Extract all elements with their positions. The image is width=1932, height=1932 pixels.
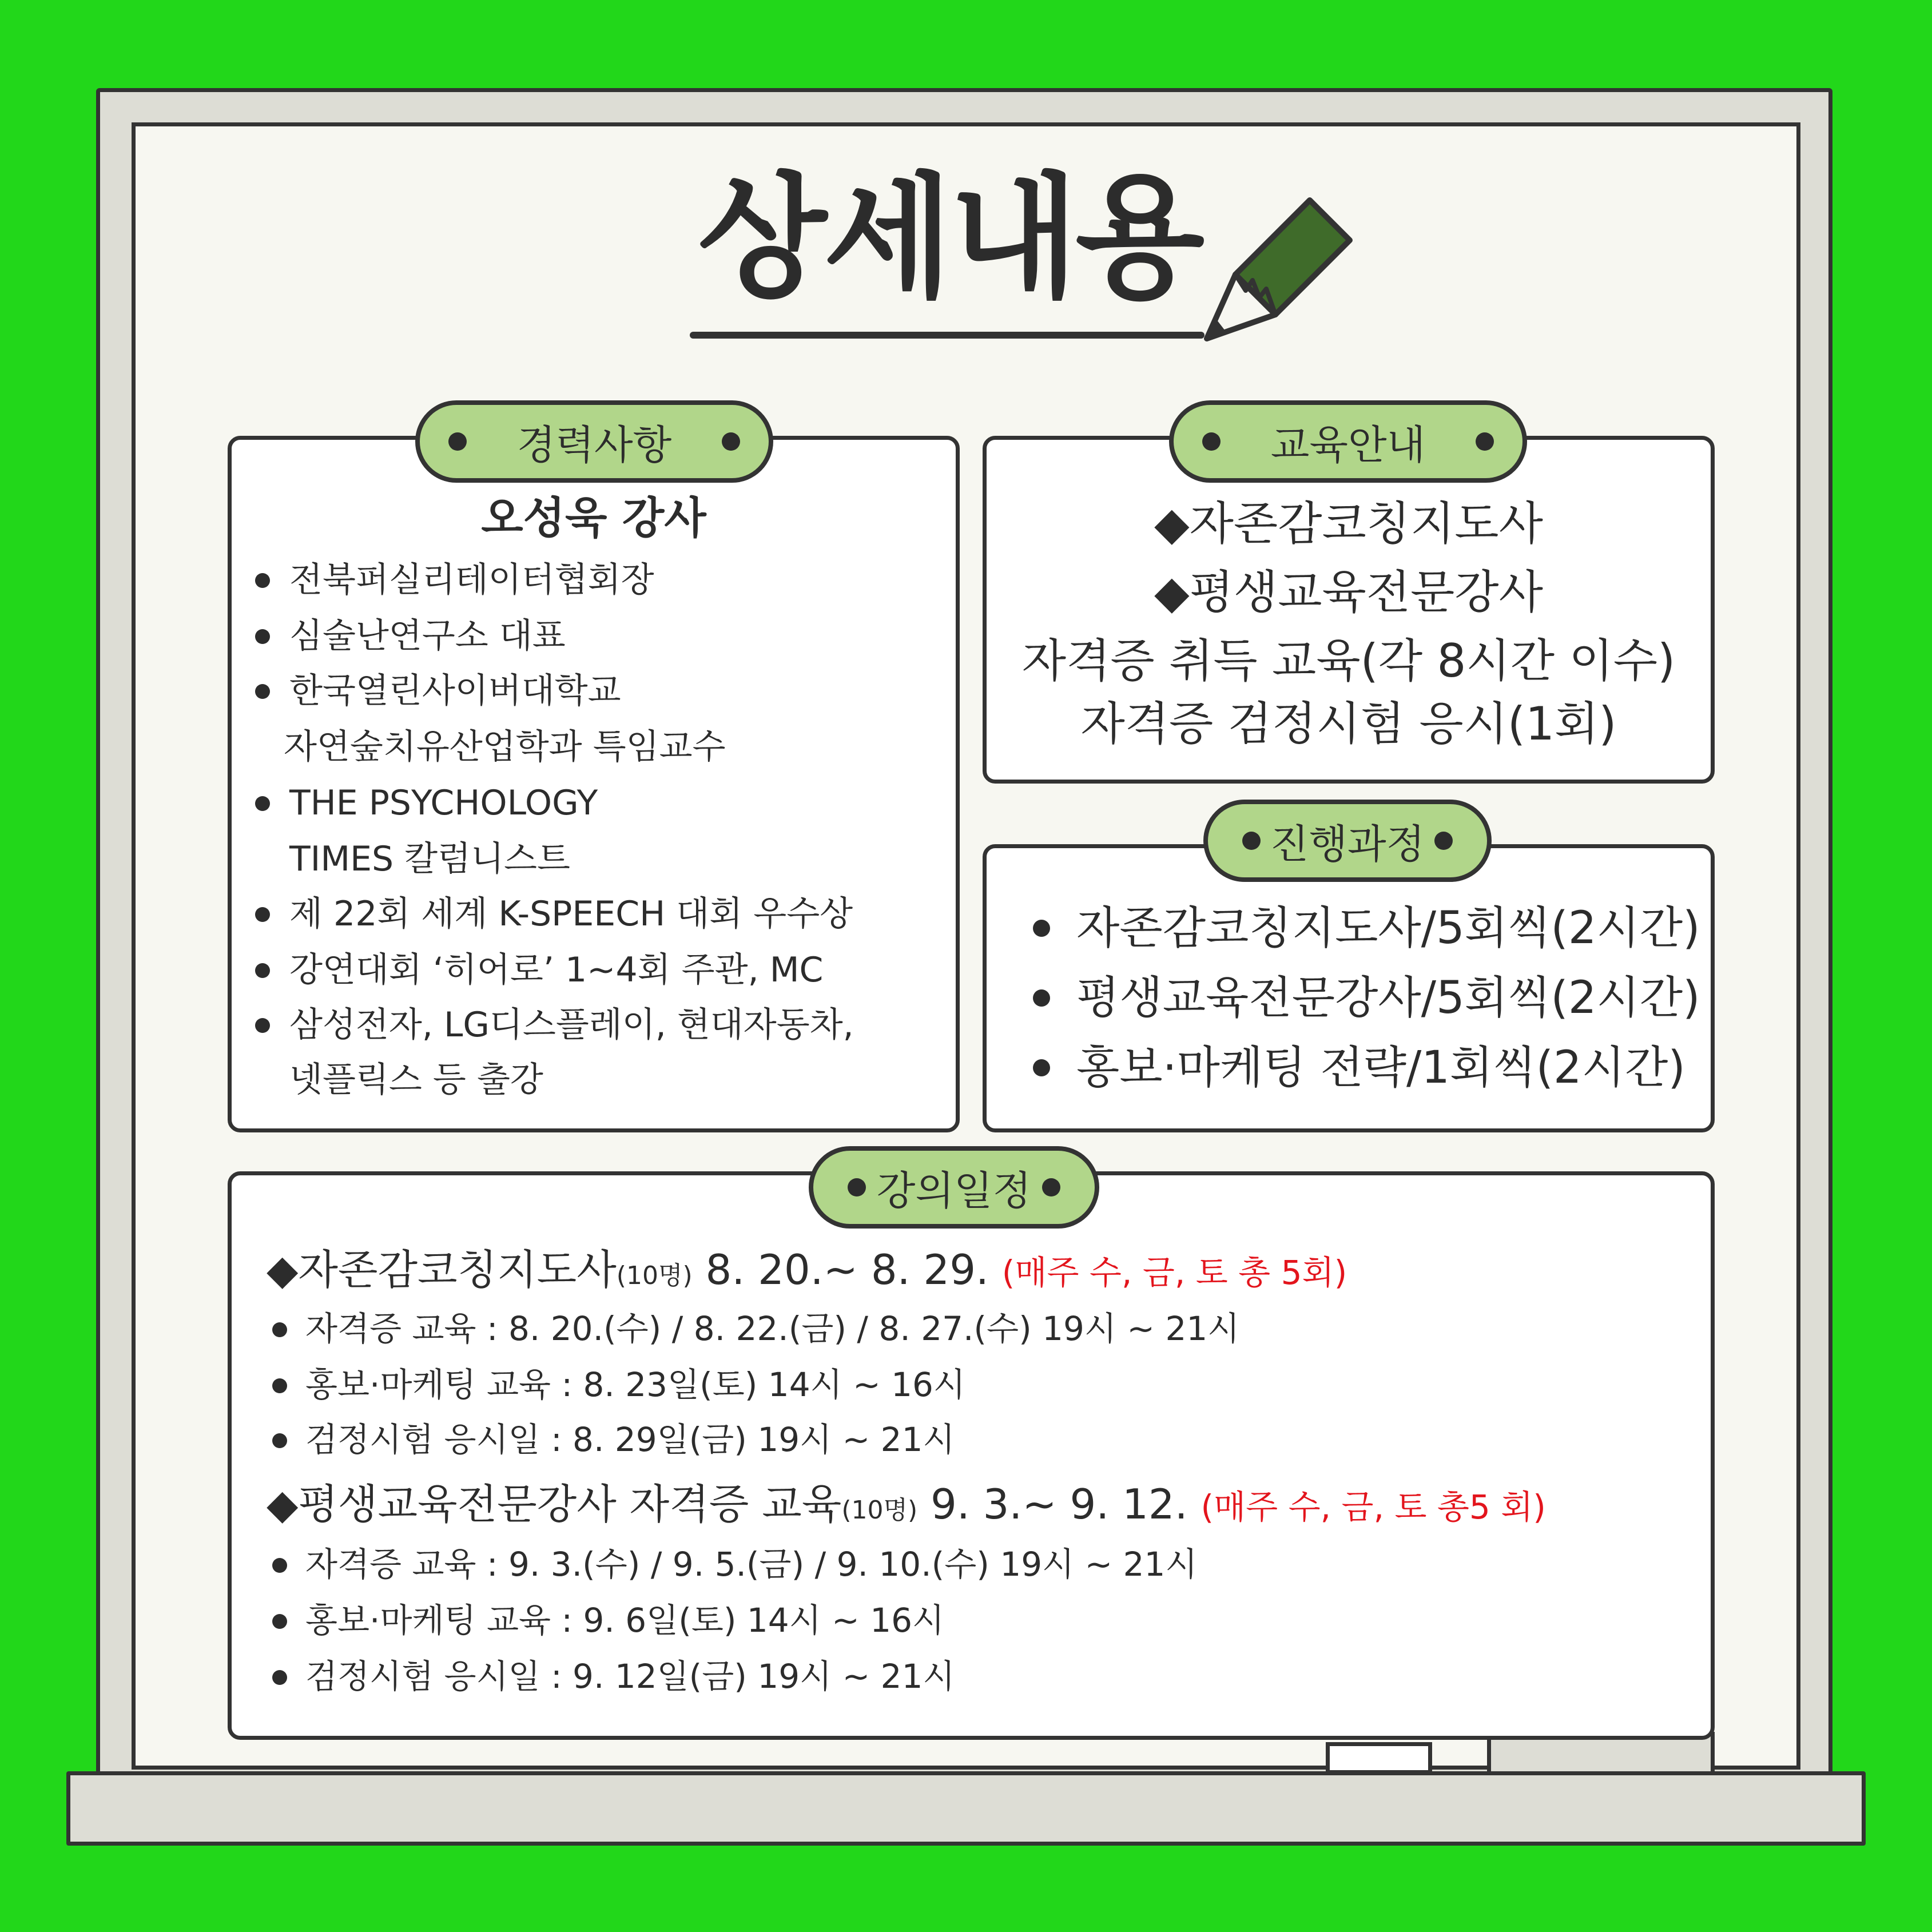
process-item: 자존감코칭지도사/5회씩(2시간) <box>1076 903 1700 954</box>
career-item-continued: 자연숲치유산업학과 특임교수 <box>284 727 726 767</box>
bullet-dot <box>1202 432 1221 451</box>
title-underline <box>690 332 1204 339</box>
course-period: 8. 20.~ 8. 29. <box>692 1246 1002 1294</box>
bullet-dot <box>848 1178 866 1196</box>
career-item-continued: TIMES 칼럼니스트 <box>289 839 570 879</box>
list-bullet <box>272 1558 287 1573</box>
career-item: 전북퍼실리테이터협회장 <box>289 560 654 600</box>
course-capacity: (10명) <box>841 1496 918 1525</box>
process-label-pill <box>1203 800 1492 882</box>
list-bullet <box>272 1670 287 1685</box>
list-bullet <box>255 907 270 922</box>
pencil-icon <box>1195 189 1361 349</box>
bullet-dot <box>722 432 740 451</box>
list-bullet <box>272 1378 287 1393</box>
bullet-dot <box>448 432 467 451</box>
process-item: 평생교육전문강사/5회씩(2시간) <box>1076 972 1700 1024</box>
list-bullet <box>255 629 270 644</box>
education-label-pill <box>1169 400 1527 483</box>
career-item: THE PSYCHOLOGY <box>289 783 598 823</box>
list-bullet <box>1033 920 1050 937</box>
course-period: 9. 3.~ 9. 12. <box>917 1480 1201 1528</box>
list-bullet <box>255 684 270 699</box>
course-capacity: (10명) <box>616 1261 693 1290</box>
schedule-item: 자격증 교육 : 8. 20.(수) / 8. 22.(금) / 8. 27.(수) 19시 ~ 21시 <box>305 1309 1240 1348</box>
chalk-piece <box>1326 1742 1432 1774</box>
career-item: 한국열린사이버대학교 <box>289 671 621 711</box>
bullet-dot <box>1242 832 1261 850</box>
list-bullet <box>1033 989 1050 1007</box>
career-item: 심술난연구소 대표 <box>289 616 566 656</box>
schedule-label: 강의일정 <box>876 1167 1032 1214</box>
instructor-name: 오성욱 강사 <box>481 492 706 543</box>
course-name: ◆자존감코칭지도사 <box>267 1246 617 1294</box>
bullet-dot <box>1434 832 1453 850</box>
education-course: ◆자존감코칭지도사 <box>1154 497 1543 550</box>
career-item: 제 22회 세계 K-SPEECH 대회 우수상 <box>289 894 853 934</box>
schedule-item: 자격증 교육 : 9. 3.(수) / 9. 5.(금) / 9. 10.(수) 19시 ~ 21시 <box>305 1545 1198 1584</box>
bullet-dot <box>1476 432 1494 451</box>
schedule-course-heading <box>267 1480 1546 1528</box>
schedule-item: 홍보·마케팅 교육 : 8. 23일(토) 14시 ~ 16시 <box>305 1365 965 1404</box>
schedule-course-heading <box>267 1246 1347 1294</box>
education-detail: 자격증 취득 교육(각 8시간 이수) <box>1021 634 1676 687</box>
list-bullet <box>272 1614 287 1629</box>
list-bullet <box>1033 1059 1050 1076</box>
list-bullet <box>255 963 270 978</box>
schedule-item: 검정시험 응시일 : 9. 12일(금) 19시 ~ 21시 <box>305 1657 955 1696</box>
schedule-label-pill <box>809 1146 1099 1229</box>
bullet-dot <box>1042 1178 1060 1196</box>
whiteboard-tray <box>66 1771 1866 1846</box>
course-frequency-note: (매주 수, 금, 토 총 5회) <box>1001 1253 1347 1292</box>
career-label-pill <box>415 400 773 483</box>
process-label: 진행과정 <box>1270 820 1425 868</box>
career-item: 삼성전자, LG디스플레이, 현대자동차, <box>289 1005 854 1045</box>
career-label: 경력사항 <box>516 421 672 468</box>
page-title: 상세내용 <box>698 161 1202 316</box>
list-bullet <box>272 1322 287 1337</box>
education-detail: 자격증 검정시험 응시(1회) <box>1080 697 1617 750</box>
process-item: 홍보·마케팅 전략/1회씩(2시간) <box>1076 1042 1685 1094</box>
list-bullet <box>255 573 270 588</box>
list-bullet <box>272 1433 287 1448</box>
schedule-item: 검정시험 응시일 : 8. 29일(금) 19시 ~ 21시 <box>305 1420 955 1459</box>
course-frequency-note: (매주 수, 금, 토 총5 회) <box>1200 1488 1546 1526</box>
education-course: ◆평생교육전문강사 <box>1154 566 1543 619</box>
course-name: ◆평생교육전문강사 자격증 교육 <box>267 1480 842 1528</box>
schedule-item: 홍보·마케팅 교육 : 9. 6일(토) 14시 ~ 16시 <box>305 1601 945 1640</box>
education-label: 교육안내 <box>1270 421 1426 468</box>
career-item: 강연대회 ‘히어로’ 1~4회 주관, MC <box>289 950 824 990</box>
career-item-continued: 넷플릭스 등 출강 <box>289 1060 543 1100</box>
list-bullet <box>255 1018 270 1033</box>
list-bullet <box>255 796 270 811</box>
